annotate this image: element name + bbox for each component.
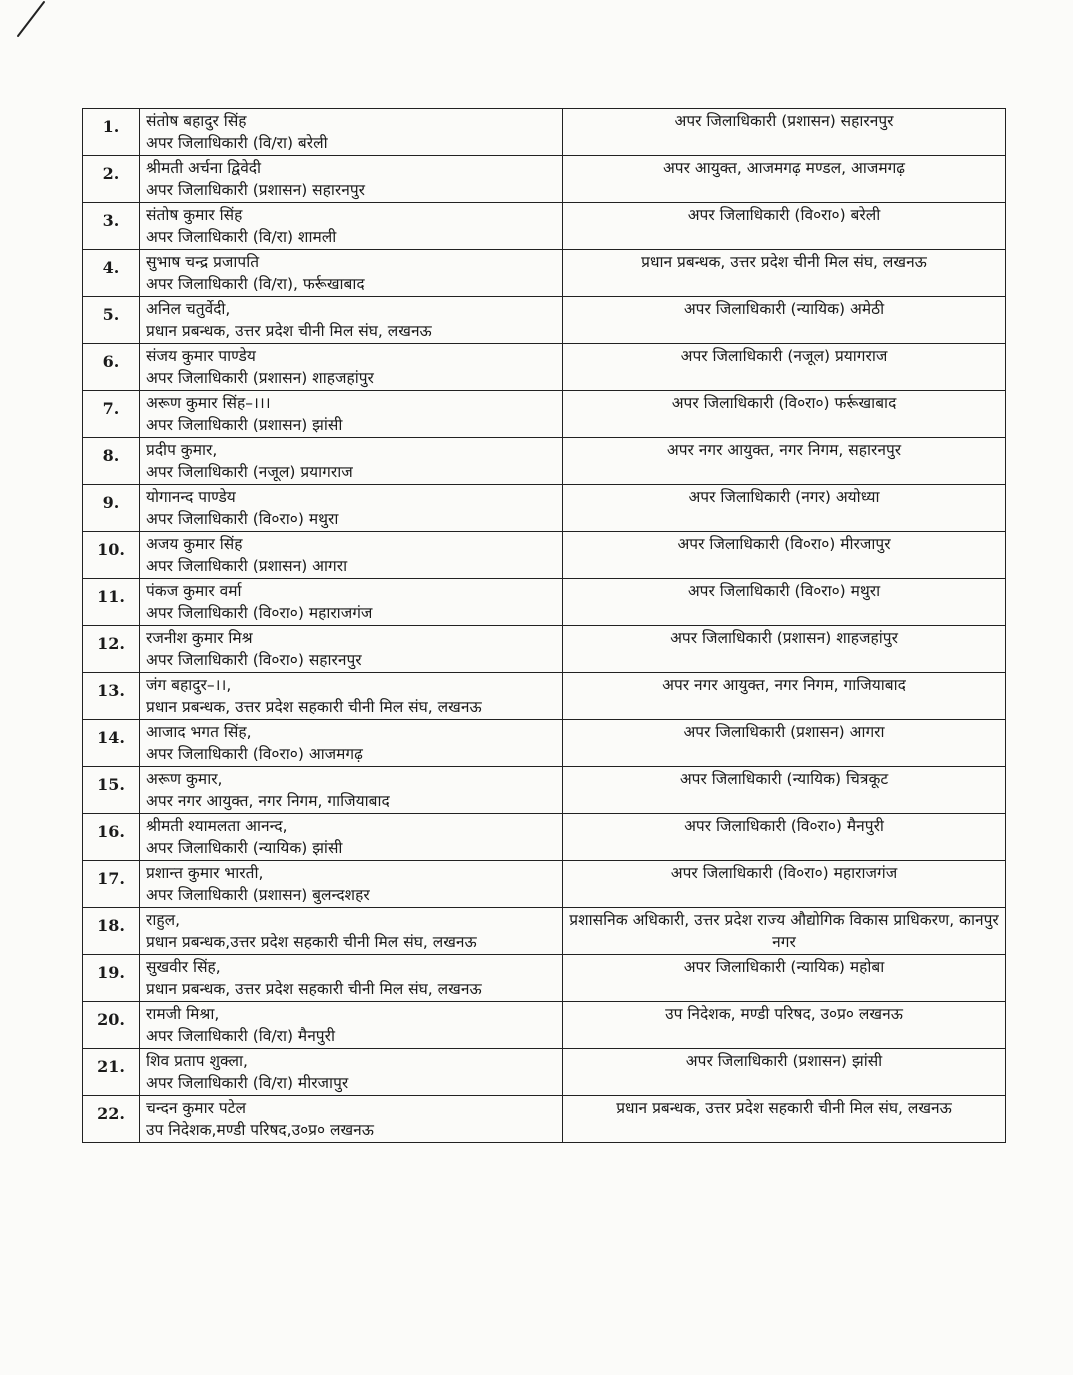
- officer-name: शिव प्रताप शुक्ला,: [146, 1052, 248, 1070]
- table-row: [83, 861, 1006, 908]
- table-body: [83, 109, 1006, 1143]
- officer-cell: [140, 579, 563, 626]
- table-row: [83, 485, 1006, 532]
- officer-cell: [140, 438, 563, 485]
- officer-cell: [140, 203, 563, 250]
- current-posting: अपर जिलाधिकारी (प्रशासन) बुलन्दशहर: [146, 886, 370, 904]
- table-row: [83, 673, 1006, 720]
- current-posting: अपर जिलाधिकारी (वि०रा०) महाराजगंज: [146, 604, 373, 622]
- table-row: [83, 955, 1006, 1002]
- new-posting-cell: [563, 673, 1006, 720]
- new-posting-cell: [563, 438, 1006, 485]
- serial-number: 1.: [83, 109, 140, 156]
- new-posting-cell: [563, 203, 1006, 250]
- table-row: [83, 203, 1006, 250]
- new-posting-cell: [563, 1049, 1006, 1096]
- officer-cell: [140, 156, 563, 203]
- new-posting-cell: [563, 344, 1006, 391]
- table-row: [83, 109, 1006, 156]
- serial-number: 16.: [83, 814, 140, 861]
- new-posting: अपर जिलाधिकारी (नगर) अयोध्या: [688, 488, 880, 506]
- serial-number: 18.: [83, 908, 140, 955]
- officer-name: संजय कुमार पाण्डेय: [146, 347, 256, 365]
- new-posting: अपर नगर आयुक्त, नगर निगम, सहारनपुर: [666, 441, 902, 459]
- serial-number: 5.: [83, 297, 140, 344]
- officer-cell: [140, 955, 563, 1002]
- new-posting: अपर जिलाधिकारी (प्रशासन) सहारनपुर: [674, 112, 894, 130]
- new-posting-cell: [563, 720, 1006, 767]
- current-posting: प्रधान प्रबन्धक, उत्तर प्रदेश सहकारी चीनी मिल संघ, लखनऊ: [146, 698, 482, 716]
- new-posting-cell: [563, 908, 1006, 955]
- officer-name: अरूण कुमार सिंह–।।।: [146, 394, 271, 412]
- new-posting: अपर जिलाधिकारी (न्यायिक) अमेठी: [683, 300, 885, 318]
- officer-cell: [140, 109, 563, 156]
- officer-cell: [140, 626, 563, 673]
- table-row: [83, 1096, 1006, 1143]
- current-posting: अपर जिलाधिकारी (वि/रा), फर्रूखाबाद: [146, 275, 365, 293]
- new-posting-cell: [563, 626, 1006, 673]
- current-posting: प्रधान प्रबन्धक, उत्तर प्रदेश चीनी मिल संघ, लखनऊ: [146, 322, 432, 340]
- current-posting: अपर जिलाधिकारी (वि/रा) मैनपुरी: [146, 1027, 335, 1045]
- new-posting-cell: [563, 109, 1006, 156]
- table-row: [83, 908, 1006, 955]
- new-posting-cell: [563, 814, 1006, 861]
- table-row: [83, 1049, 1006, 1096]
- current-posting: अपर जिलाधिकारी (प्रशासन) झांसी: [146, 416, 343, 434]
- officer-name: चन्दन कुमार पटेल: [146, 1099, 246, 1117]
- new-posting-cell: [563, 1096, 1006, 1143]
- new-posting-cell: [563, 955, 1006, 1002]
- officer-name: अनिल चतुर्वेदी,: [146, 300, 231, 318]
- current-posting: अपर जिलाधिकारी (नजूल) प्रयागराज: [146, 463, 353, 481]
- serial-number: 21.: [83, 1049, 140, 1096]
- table-row: [83, 532, 1006, 579]
- new-posting-cell: [563, 1002, 1006, 1049]
- new-posting-cell: [563, 391, 1006, 438]
- current-posting: अपर जिलाधिकारी (प्रशासन) सहारनपुर: [146, 181, 365, 199]
- officer-name: संतोष बहादुर सिंह: [146, 112, 247, 130]
- officer-cell: [140, 344, 563, 391]
- table-row: [83, 297, 1006, 344]
- officer-name: रजनीश कुमार मिश्र: [146, 629, 253, 647]
- new-posting: अपर जिलाधिकारी (न्यायिक) महोबा: [683, 958, 885, 976]
- current-posting: अपर जिलाधिकारी (वि/रा) शामली: [146, 228, 337, 246]
- table-row: [83, 767, 1006, 814]
- serial-number: 19.: [83, 955, 140, 1002]
- current-posting: अपर जिलाधिकारी (वि०रा०) मथुरा: [146, 510, 339, 528]
- officer-name: श्रीमती अर्चना द्विवेदी: [146, 159, 262, 177]
- new-posting: उप निदेशक, मण्डी परिषद, उ०प्र० लखनऊ: [665, 1005, 903, 1023]
- new-posting: अपर जिलाधिकारी (वि०रा०) मथुरा: [687, 582, 881, 600]
- new-posting: अपर नगर आयुक्त, नगर निगम, गाजियाबाद: [662, 676, 906, 694]
- officer-cell: [140, 861, 563, 908]
- new-posting-cell: [563, 861, 1006, 908]
- officer-cell: [140, 1096, 563, 1143]
- current-posting: अपर जिलाधिकारी (न्यायिक) झांसी: [146, 839, 343, 857]
- current-posting: अपर जिलाधिकारी (प्रशासन) आगरा: [146, 557, 348, 575]
- new-posting: अपर जिलाधिकारी (वि०रा०) मीरजापुर: [677, 535, 891, 553]
- new-posting: प्रधान प्रबन्धक, उत्तर प्रदेश चीनी मिल संघ, लखनऊ: [641, 253, 927, 271]
- officer-name: राहुल,: [146, 911, 181, 929]
- current-posting: अपर जिलाधिकारी (प्रशासन) शाहजहांपुर: [146, 369, 374, 387]
- officer-name: प्रदीप कुमार,: [146, 441, 218, 459]
- current-posting: अपर जिलाधिकारी (वि०रा०) सहारनपुर: [146, 651, 362, 669]
- officer-cell: [140, 767, 563, 814]
- serial-number: 10.: [83, 532, 140, 579]
- new-posting: अपर जिलाधिकारी (वि०रा०) फर्रूखाबाद: [671, 394, 897, 412]
- officer-cell: [140, 485, 563, 532]
- table-row: [83, 579, 1006, 626]
- new-posting: अपर जिलाधिकारी (प्रशासन) आगरा: [683, 723, 885, 741]
- serial-number: 22.: [83, 1096, 140, 1143]
- new-posting: अपर जिलाधिकारी (वि०रा०) मैनपुरी: [684, 817, 884, 835]
- officer-name: रामजी मिश्रा,: [146, 1005, 220, 1023]
- new-posting: अपर जिलाधिकारी (वि०रा०) बरेली: [687, 206, 881, 224]
- new-posting: अपर जिलाधिकारी (प्रशासन) झांसी: [685, 1052, 883, 1070]
- current-posting: अपर जिलाधिकारी (वि/रा) मीरजापुर: [146, 1074, 349, 1092]
- new-posting: प्रशासनिक अधिकारी, उत्तर प्रदेश राज्य औद्योगिक विकास प्राधिकरण, कानपुर नगर: [569, 911, 999, 951]
- new-posting-cell: [563, 156, 1006, 203]
- transfer-list-table-container: [82, 108, 1006, 1143]
- officer-name: अरूण कुमार,: [146, 770, 223, 788]
- new-posting: अपर जिलाधिकारी (वि०रा०) महाराजगंज: [670, 864, 898, 882]
- officer-cell: [140, 908, 563, 955]
- officer-name: प्रशान्त कुमार भारती,: [146, 864, 264, 882]
- officer-cell: [140, 814, 563, 861]
- new-posting-cell: [563, 767, 1006, 814]
- serial-number: 12.: [83, 626, 140, 673]
- officer-cell: [140, 532, 563, 579]
- serial-number: 9.: [83, 485, 140, 532]
- serial-number: 2.: [83, 156, 140, 203]
- serial-number: 11.: [83, 579, 140, 626]
- table-row: [83, 720, 1006, 767]
- serial-number: 17.: [83, 861, 140, 908]
- transfer-list-table: [82, 108, 1006, 1143]
- serial-number: 4.: [83, 250, 140, 297]
- officer-name: पंकज कुमार वर्मा: [146, 582, 242, 600]
- table-row: [83, 1002, 1006, 1049]
- new-posting-cell: [563, 297, 1006, 344]
- table-row: [83, 391, 1006, 438]
- officer-cell: [140, 1049, 563, 1096]
- table-row: [83, 344, 1006, 391]
- officer-cell: [140, 673, 563, 720]
- new-posting-cell: [563, 250, 1006, 297]
- officer-cell: [140, 250, 563, 297]
- table-row: [83, 814, 1006, 861]
- serial-number: 14.: [83, 720, 140, 767]
- serial-number: 7.: [83, 391, 140, 438]
- officer-cell: [140, 720, 563, 767]
- new-posting: प्रधान प्रबन्धक, उत्तर प्रदेश सहकारी चीनी मिल संघ, लखनऊ: [616, 1099, 952, 1117]
- new-posting: अपर जिलाधिकारी (नजूल) प्रयागराज: [680, 347, 888, 365]
- officer-name: आजाद भगत सिंह,: [146, 723, 252, 741]
- serial-number: 13.: [83, 673, 140, 720]
- pen-stroke-mark: [14, 0, 48, 40]
- table-row: [83, 626, 1006, 673]
- serial-number: 8.: [83, 438, 140, 485]
- serial-number: 15.: [83, 767, 140, 814]
- officer-name: संतोष कुमार सिंह: [146, 206, 243, 224]
- new-posting: अपर जिलाधिकारी (प्रशासन) शाहजहांपुर: [670, 629, 898, 647]
- table-row: [83, 250, 1006, 297]
- officer-cell: [140, 391, 563, 438]
- serial-number: 6.: [83, 344, 140, 391]
- serial-number: 3.: [83, 203, 140, 250]
- officer-cell: [140, 297, 563, 344]
- table-row: [83, 438, 1006, 485]
- current-posting: प्रधान प्रबन्धक,उत्तर प्रदेश सहकारी चीनी मिल संघ, लखनऊ: [146, 933, 477, 951]
- current-posting: उप निदेशक,मण्डी परिषद,उ०प्र० लखनऊ: [146, 1121, 374, 1139]
- table-row: [83, 156, 1006, 203]
- officer-name: सुखवीर सिंह,: [146, 958, 221, 976]
- officer-name: योगानन्द पाण्डेय: [146, 488, 236, 506]
- new-posting-cell: [563, 532, 1006, 579]
- new-posting-cell: [563, 579, 1006, 626]
- officer-name: जंग बहादुर–।।,: [146, 676, 232, 694]
- serial-number: 20.: [83, 1002, 140, 1049]
- new-posting-cell: [563, 485, 1006, 532]
- current-posting: अपर जिलाधिकारी (वि/रा) बरेली: [146, 134, 328, 152]
- current-posting: प्रधान प्रबन्धक, उत्तर प्रदेश सहकारी चीनी मिल संघ, लखनऊ: [146, 980, 482, 998]
- officer-cell: [140, 1002, 563, 1049]
- new-posting: अपर आयुक्त, आजमगढ़ मण्डल, आजमगढ़: [662, 159, 906, 177]
- current-posting: अपर नगर आयुक्त, नगर निगम, गाजियाबाद: [146, 792, 390, 810]
- new-posting: अपर जिलाधिकारी (न्यायिक) चित्रकूट: [679, 770, 889, 788]
- officer-name: सुभाष चन्द्र प्रजापति: [146, 253, 260, 271]
- current-posting: अपर जिलाधिकारी (वि०रा०) आजमगढ़: [146, 745, 363, 763]
- officer-name: श्रीमती श्यामलता आनन्द,: [146, 817, 288, 835]
- officer-name: अजय कुमार सिंह: [146, 535, 243, 553]
